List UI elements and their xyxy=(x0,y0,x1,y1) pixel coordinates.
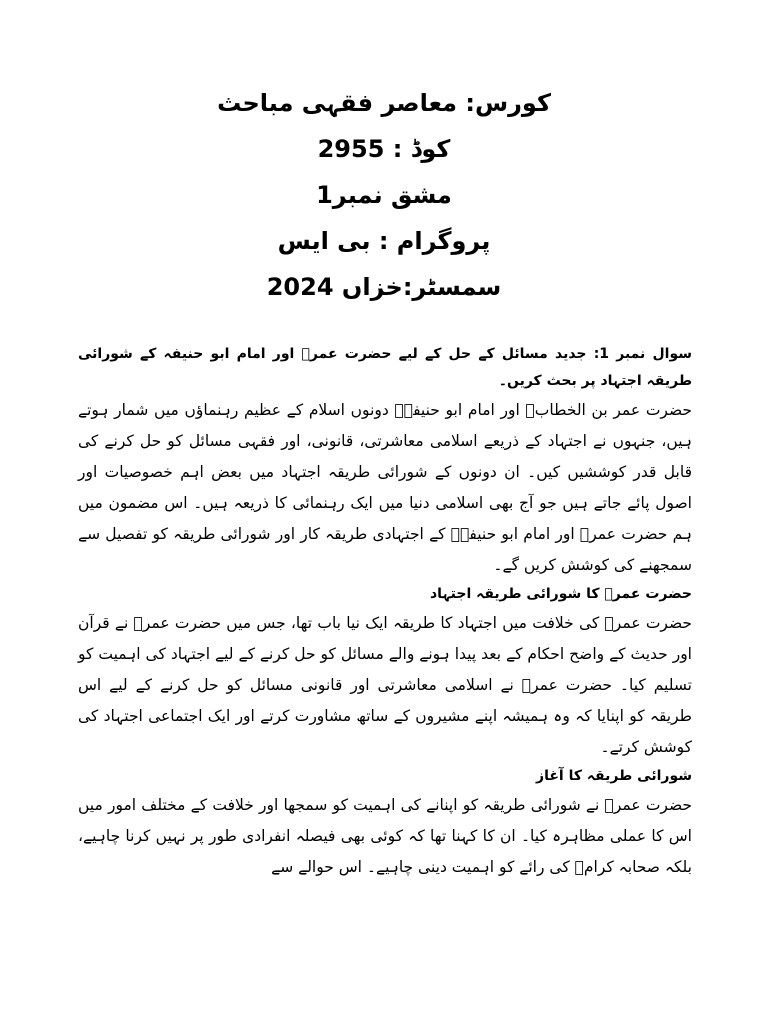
semester-name: سمسٹر:خزاں 2024 xyxy=(266,273,502,301)
program-name: پروگرام : بی ایس xyxy=(277,227,491,255)
question-heading: سوال نمبر 1: جدید مسائل کے حل کے لیے حضرت عمرؓ اور امام ابو حنیفہ کے شورائی طریقہ اجتہاد پر بحث کریں۔ xyxy=(78,346,692,389)
intro-paragraph: حضرت عمر بن الخطابؓ اور امام ابو حنیفہؒ دونوں اسلام کے عظیم رہنماؤں میں شمار ہوتے ہیں، جنہوں نے اجتہاد کے ذریعے اسلامی معاشرتی، قانونی، اور فقہی مسائل کو حل کرنے کی قابل قدر کوششیں کیں۔ ان دونوں کے شورائی طریقہ اجتہاد میں بعض اہم خصوصیات اور اصول پائے جاتے ہیں جو آج بھی اسلامی دنیا میں ایک رہنمائی کا ذریعہ ہیں۔ اس مضمون میں ہم حضرت عمرؓ اور امام ابو حنیفہؒ کے اجتہادی طریقہ کار اور شورائی طریقہ کو تفصیل سے سمجھنے کی کوشش کریں گے۔ xyxy=(78,401,692,574)
document-body xyxy=(78,341,692,883)
umar-paragraph: حضرت عمرؓ کی خلافت میں اجتہاد کا طریقہ ایک نیا باب تھا، جس میں حضرت عمرؓ نے قرآن اور حدیث کے واضح احکام کے بعد پیدا ہونے والے مسائل کو حل کرنے کے لیے اجتہاد کی اہمیت کو تسلیم کیا۔ حضرت عمرؓ نے اسلامی معاشرتی اور قانونی مسائل کو حل کرنے کے لیے اس طریقہ کو اپنایا کہ وہ ہمیشہ اپنے مشیروں کے ساتھ مشاورت کرتے اور ایک اجتماعی اجتہاد کی کوشش کرتے۔ xyxy=(78,614,692,756)
assignment-number: مشق نمبر1 xyxy=(316,181,452,209)
start-paragraph: حضرت عمرؓ نے شورائی طریقہ کو اپنانے کی اہمیت کو سمجھا اور خلافت کے مختلف امور میں اس کا عملی مظاہرہ کیا۔ ان کا کہنا تھا کہ کوئی بھی فیصلہ انفرادی طور پر نہیں کرنا چاہیے، بلکہ صحابہ کرامؓ کی رائے کو اہمیت دینی چاہیے۔ اس حوالے سے xyxy=(78,796,692,876)
course-code: کوڈ : 2955 xyxy=(317,135,451,163)
section-heading-umar: حضرت عمرؓ کا شورائی طریقہ اجتہاد xyxy=(430,586,692,602)
title-block xyxy=(0,80,768,310)
course-title: کورس: معاصر فقہی مباحث xyxy=(217,89,551,117)
section-heading-start: شورائی طریقہ کا آغاز xyxy=(536,768,692,784)
